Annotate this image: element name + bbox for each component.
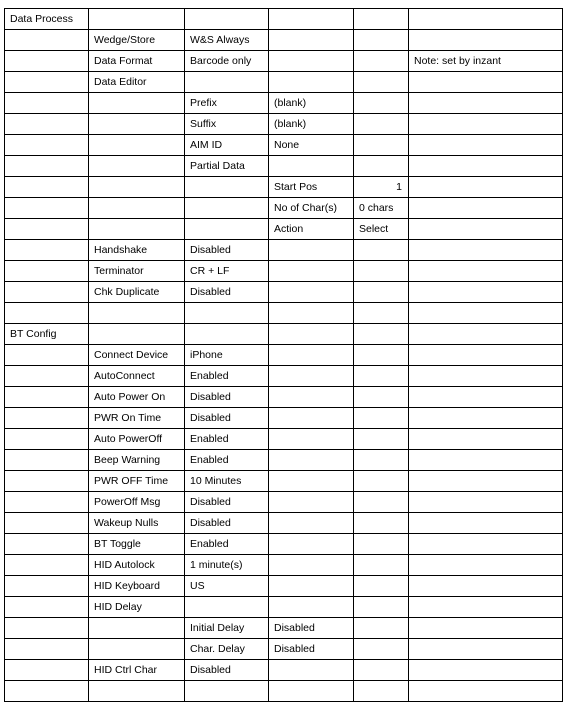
table-row — [5, 660, 563, 681]
cell-note — [409, 198, 563, 219]
cell-value: Disabled — [185, 387, 269, 408]
cell-section — [5, 681, 89, 702]
cell-setting: HID Delay — [89, 597, 185, 618]
cell-setting: BT Toggle — [89, 534, 185, 555]
cell-setting: PWR On Time — [89, 408, 185, 429]
cell-value: Prefix — [185, 93, 269, 114]
table-row — [5, 282, 563, 303]
cell-value: 1 minute(s) — [185, 555, 269, 576]
cell-value — [185, 72, 269, 93]
cell-sub-value — [354, 660, 409, 681]
cell-sub-setting — [269, 387, 354, 408]
cell-setting — [89, 177, 185, 198]
cell-value — [185, 198, 269, 219]
table-row — [5, 135, 563, 156]
cell-setting: HID Keyboard — [89, 576, 185, 597]
cell-note — [409, 681, 563, 702]
cell-setting: PWR OFF Time — [89, 471, 185, 492]
cell-sub-setting — [269, 534, 354, 555]
cell-setting: AutoConnect — [89, 366, 185, 387]
cell-sub-value — [354, 450, 409, 471]
cell-section — [5, 261, 89, 282]
table-row — [5, 324, 563, 345]
settings-table — [4, 8, 563, 702]
table-row — [5, 198, 563, 219]
cell-section — [5, 93, 89, 114]
cell-note — [409, 471, 563, 492]
table-row — [5, 345, 563, 366]
cell-sub-setting: Disabled — [269, 639, 354, 660]
cell-setting — [89, 114, 185, 135]
cell-sub-value — [354, 471, 409, 492]
cell-section — [5, 513, 89, 534]
cell-value: Enabled — [185, 366, 269, 387]
cell-sub-setting: (blank) — [269, 93, 354, 114]
cell-sub-setting — [269, 366, 354, 387]
cell-value: 10 Minutes — [185, 471, 269, 492]
cell-value: Disabled — [185, 660, 269, 681]
cell-sub-value: 0 chars — [354, 198, 409, 219]
table-row — [5, 534, 563, 555]
cell-note: Note: set by inzant — [409, 51, 563, 72]
table-row — [5, 240, 563, 261]
cell-value: Disabled — [185, 513, 269, 534]
cell-section — [5, 72, 89, 93]
cell-sub-value — [354, 72, 409, 93]
cell-sub-setting — [269, 660, 354, 681]
cell-note — [409, 639, 563, 660]
cell-sub-setting — [269, 597, 354, 618]
cell-note — [409, 450, 563, 471]
cell-note — [409, 513, 563, 534]
table-row — [5, 9, 563, 30]
table-row — [5, 219, 563, 240]
cell-sub-setting — [269, 51, 354, 72]
cell-sub-value: 1 — [354, 177, 409, 198]
table-row — [5, 513, 563, 534]
cell-sub-value — [354, 345, 409, 366]
cell-sub-setting — [269, 555, 354, 576]
cell-value — [185, 9, 269, 30]
cell-sub-value — [354, 240, 409, 261]
cell-section — [5, 387, 89, 408]
cell-note — [409, 93, 563, 114]
cell-sub-setting — [269, 450, 354, 471]
cell-setting: Wedge/Store — [89, 30, 185, 51]
cell-sub-setting — [269, 576, 354, 597]
cell-setting: Data Format — [89, 51, 185, 72]
cell-note — [409, 9, 563, 30]
cell-section — [5, 345, 89, 366]
cell-setting — [89, 135, 185, 156]
cell-value: Initial Delay — [185, 618, 269, 639]
cell-value: Disabled — [185, 282, 269, 303]
cell-sub-value — [354, 366, 409, 387]
table-row — [5, 156, 563, 177]
cell-setting — [89, 9, 185, 30]
cell-value — [185, 681, 269, 702]
cell-section — [5, 51, 89, 72]
cell-value: US — [185, 576, 269, 597]
cell-sub-setting — [269, 282, 354, 303]
cell-value: Enabled — [185, 534, 269, 555]
cell-sub-setting: Disabled — [269, 618, 354, 639]
cell-setting: Auto Power On — [89, 387, 185, 408]
cell-setting: Connect Device — [89, 345, 185, 366]
cell-setting — [89, 219, 185, 240]
table-row — [5, 114, 563, 135]
table-row — [5, 30, 563, 51]
cell-note — [409, 177, 563, 198]
table-row — [5, 366, 563, 387]
cell-setting: Wakeup Nulls — [89, 513, 185, 534]
cell-section — [5, 366, 89, 387]
cell-sub-setting — [269, 513, 354, 534]
cell-note — [409, 387, 563, 408]
cell-value: Disabled — [185, 240, 269, 261]
cell-section — [5, 282, 89, 303]
cell-sub-value — [354, 30, 409, 51]
cell-value — [185, 303, 269, 324]
cell-sub-value — [354, 492, 409, 513]
cell-value: Enabled — [185, 429, 269, 450]
cell-sub-value — [354, 513, 409, 534]
cell-note — [409, 219, 563, 240]
cell-sub-value — [354, 681, 409, 702]
cell-value: AIM ID — [185, 135, 269, 156]
cell-note — [409, 72, 563, 93]
cell-section — [5, 219, 89, 240]
cell-value: W&S Always — [185, 30, 269, 51]
cell-sub-value — [354, 408, 409, 429]
cell-setting — [89, 198, 185, 219]
cell-note — [409, 135, 563, 156]
cell-setting: Terminator — [89, 261, 185, 282]
cell-note — [409, 261, 563, 282]
cell-section — [5, 471, 89, 492]
cell-note — [409, 576, 563, 597]
cell-sub-value — [354, 51, 409, 72]
cell-sub-value — [354, 135, 409, 156]
cell-sub-value — [354, 639, 409, 660]
cell-note — [409, 240, 563, 261]
table-row — [5, 618, 563, 639]
cell-setting — [89, 156, 185, 177]
cell-setting — [89, 618, 185, 639]
table-row — [5, 408, 563, 429]
cell-value: Disabled — [185, 408, 269, 429]
cell-section — [5, 597, 89, 618]
cell-sub-setting — [269, 492, 354, 513]
cell-sub-value — [354, 261, 409, 282]
cell-sub-setting — [269, 429, 354, 450]
cell-sub-value — [354, 282, 409, 303]
cell-sub-value — [354, 93, 409, 114]
cell-section — [5, 408, 89, 429]
table-row — [5, 471, 563, 492]
cell-setting — [89, 303, 185, 324]
cell-sub-setting — [269, 240, 354, 261]
cell-sub-setting — [269, 345, 354, 366]
cell-sub-value — [354, 114, 409, 135]
cell-section — [5, 492, 89, 513]
cell-sub-value: Select — [354, 219, 409, 240]
cell-sub-setting — [269, 303, 354, 324]
cell-value — [185, 219, 269, 240]
cell-value — [185, 324, 269, 345]
cell-section — [5, 660, 89, 681]
cell-value: Barcode only — [185, 51, 269, 72]
settings-table-body — [5, 9, 563, 702]
cell-setting: Chk Duplicate — [89, 282, 185, 303]
cell-note — [409, 492, 563, 513]
table-row — [5, 555, 563, 576]
table-row — [5, 576, 563, 597]
table-row — [5, 492, 563, 513]
cell-section — [5, 555, 89, 576]
cell-sub-value — [354, 324, 409, 345]
cell-sub-value — [354, 597, 409, 618]
cell-note — [409, 30, 563, 51]
cell-sub-value — [354, 555, 409, 576]
cell-value: iPhone — [185, 345, 269, 366]
table-row — [5, 387, 563, 408]
table-row — [5, 72, 563, 93]
cell-setting: Auto PowerOff — [89, 429, 185, 450]
cell-sub-setting: No of Char(s) — [269, 198, 354, 219]
cell-section: BT Config — [5, 324, 89, 345]
cell-sub-setting — [269, 681, 354, 702]
table-row — [5, 261, 563, 282]
cell-sub-setting — [269, 9, 354, 30]
cell-sub-value — [354, 534, 409, 555]
cell-sub-setting: (blank) — [269, 114, 354, 135]
cell-sub-value — [354, 303, 409, 324]
cell-sub-value — [354, 618, 409, 639]
cell-note — [409, 555, 563, 576]
cell-sub-setting — [269, 156, 354, 177]
table-row — [5, 177, 563, 198]
cell-note — [409, 660, 563, 681]
cell-setting: Beep Warning — [89, 450, 185, 471]
cell-note — [409, 303, 563, 324]
cell-sub-value — [354, 156, 409, 177]
cell-value — [185, 177, 269, 198]
cell-note — [409, 114, 563, 135]
table-row — [5, 681, 563, 702]
cell-sub-setting: Start Pos — [269, 177, 354, 198]
cell-section — [5, 303, 89, 324]
cell-note — [409, 618, 563, 639]
table-row — [5, 429, 563, 450]
cell-sub-setting — [269, 471, 354, 492]
cell-section — [5, 30, 89, 51]
cell-setting — [89, 93, 185, 114]
cell-note — [409, 429, 563, 450]
table-row — [5, 51, 563, 72]
cell-setting — [89, 324, 185, 345]
cell-sub-setting — [269, 30, 354, 51]
table-row — [5, 597, 563, 618]
cell-value: Partial Data — [185, 156, 269, 177]
cell-section — [5, 576, 89, 597]
cell-sub-value — [354, 387, 409, 408]
cell-setting: PowerOff Msg — [89, 492, 185, 513]
cell-sub-value — [354, 429, 409, 450]
cell-section — [5, 618, 89, 639]
cell-note — [409, 408, 563, 429]
cell-section — [5, 135, 89, 156]
table-row — [5, 450, 563, 471]
cell-note — [409, 366, 563, 387]
cell-section — [5, 114, 89, 135]
cell-setting: HID Ctrl Char — [89, 660, 185, 681]
cell-value — [185, 597, 269, 618]
cell-setting: HID Autolock — [89, 555, 185, 576]
cell-value: CR + LF — [185, 261, 269, 282]
table-row — [5, 93, 563, 114]
cell-note — [409, 324, 563, 345]
cell-sub-value — [354, 9, 409, 30]
cell-sub-setting — [269, 324, 354, 345]
cell-section — [5, 534, 89, 555]
cell-sub-setting — [269, 72, 354, 93]
cell-sub-setting — [269, 261, 354, 282]
cell-section — [5, 639, 89, 660]
cell-setting: Handshake — [89, 240, 185, 261]
cell-note — [409, 282, 563, 303]
cell-section — [5, 429, 89, 450]
cell-value: Disabled — [185, 492, 269, 513]
cell-value: Char. Delay — [185, 639, 269, 660]
cell-setting: Data Editor — [89, 72, 185, 93]
cell-value: Suffix — [185, 114, 269, 135]
cell-value: Enabled — [185, 450, 269, 471]
cell-note — [409, 597, 563, 618]
cell-section — [5, 177, 89, 198]
cell-sub-value — [354, 576, 409, 597]
cell-note — [409, 156, 563, 177]
cell-section — [5, 450, 89, 471]
cell-sub-setting: None — [269, 135, 354, 156]
cell-sub-setting — [269, 408, 354, 429]
table-row — [5, 303, 563, 324]
cell-setting — [89, 681, 185, 702]
table-row — [5, 639, 563, 660]
cell-setting — [89, 639, 185, 660]
cell-note — [409, 345, 563, 366]
cell-note — [409, 534, 563, 555]
cell-section: Data Process — [5, 9, 89, 30]
cell-sub-setting: Action — [269, 219, 354, 240]
cell-section — [5, 198, 89, 219]
cell-section — [5, 156, 89, 177]
cell-section — [5, 240, 89, 261]
